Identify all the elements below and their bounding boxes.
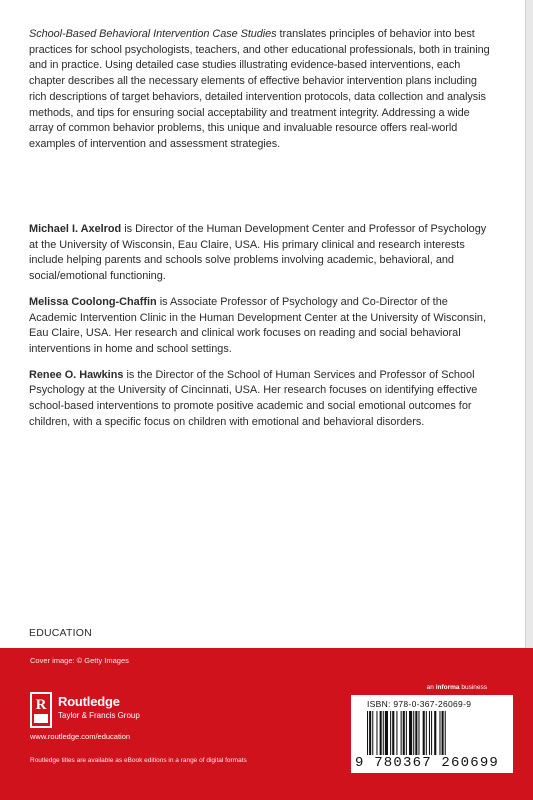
subject-category: EDUCATION	[29, 627, 92, 639]
publisher-url[interactable]: www.routledge.com/education	[30, 732, 131, 741]
author-bios	[29, 222, 493, 440]
author-bio	[29, 368, 493, 431]
spine-edge	[525, 0, 533, 648]
routledge-logo-icon	[30, 692, 52, 728]
book-description	[29, 27, 493, 153]
publisher-footer	[0, 648, 533, 800]
book-title-italic: School-Based Behavioral Intervention Case Studies	[29, 28, 277, 40]
informa-suffix: business	[459, 684, 487, 691]
barcode-digits: 9 780367 260699	[355, 755, 500, 771]
author-bio-text: is Associate Professor of Psychology and Co-Director of the Academic Intervention Clinic in the Human Development Center at the University of Wisconsin, Eau Claire, USA. Her research and clinical work focuses on reading and social behavioral interventions in home and school settings.	[29, 295, 487, 355]
author-name: Melissa Coolong-Chaffin	[29, 295, 157, 308]
author-bio	[29, 295, 493, 358]
cover-image-credit: Cover image: © Getty Images	[30, 656, 129, 665]
description-paragraph	[29, 27, 493, 153]
author-bio-text: is Director of the Human Development Center and Professor of Psychology at the University of Wisconsin, Eau Claire, USA. His primary clinical and research interests include helping parents and schools solve problems involving academic, behavioral, and social/emotional functioning.	[29, 223, 487, 283]
author-name: Michael I. Axelrod	[29, 223, 122, 235]
publisher-group: Taylor & Francis Group	[58, 711, 140, 720]
isbn-label: ISBN: 978-0-367-26069-9	[367, 699, 472, 709]
informa-prefix: an	[426, 684, 436, 691]
ebook-note: Routledge titles are available as eBook editions in a range of digital formats	[30, 757, 247, 764]
informa-business-note	[427, 684, 487, 691]
author-bio	[29, 222, 493, 285]
barcode-bars	[365, 711, 497, 755]
author-name: Renee O. Hawkins	[29, 368, 124, 381]
isbn-barcode	[351, 695, 513, 773]
informa-brand: informa	[435, 684, 460, 691]
author-bio-text: is the Director of the School of Human Services and Professor of School Psychology at the University of Cincinnati, USA. Her research focuses on identifying effective school-based interventions to promote positive academic and social emotional outcomes for children, with a specific focus on children with emotional and behavioral disorders.	[29, 368, 478, 428]
publisher-name: Routledge	[58, 694, 120, 709]
logo-letter: R	[35, 697, 47, 713]
description-text: translates principles of behavior into best practices for school psychologists, teachers, and other educational professionals, both in training and in practice. Using detailed case studies illustrating evidence-based interventions, each chapter describes all the necessary elements of effective behavior intervention plans including rich descriptions of target behaviors, detailed intervention protocols, data collection and analysis methods, and tips for ensuring social acceptability and treatment integrity. Addressing a wide array of common behavior problems, this unique and invaluable resource offers real-world examples of intervention and assessment strategies.	[29, 28, 490, 150]
